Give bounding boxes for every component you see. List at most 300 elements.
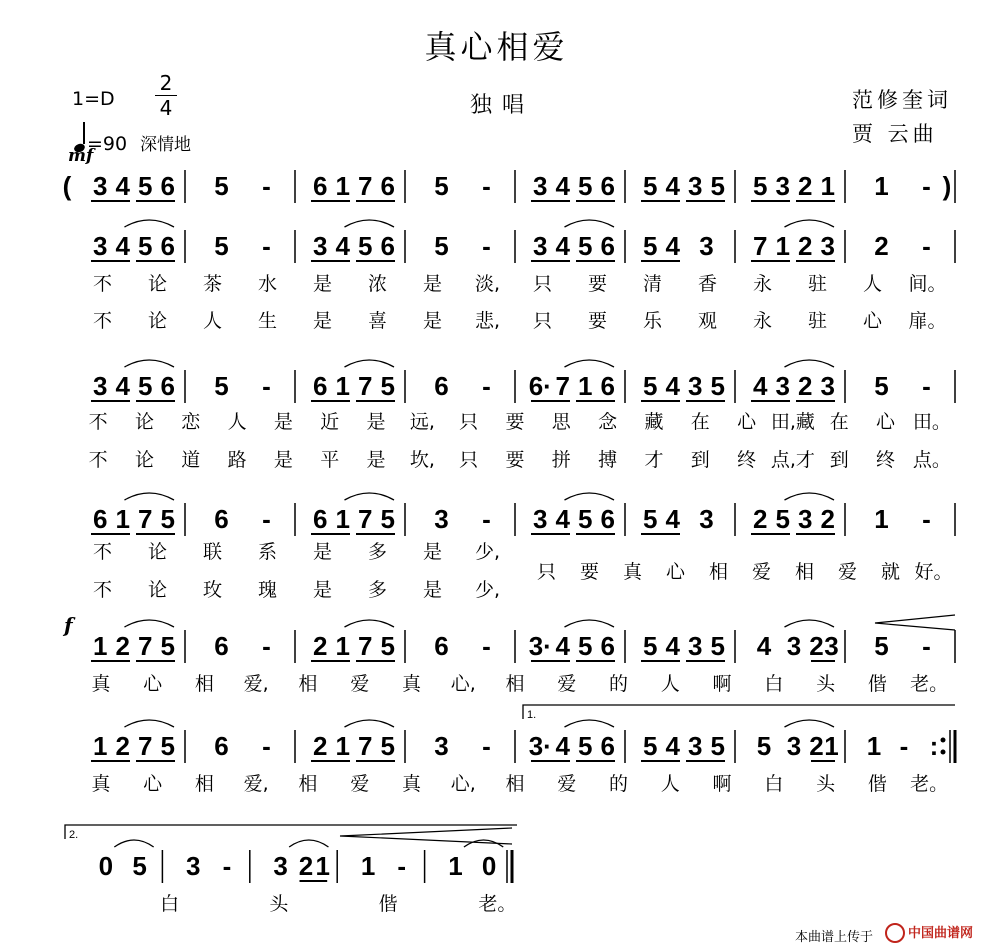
lyric-syllable: 相	[794, 561, 815, 583]
note: 5	[643, 631, 658, 661]
note: 1	[335, 371, 350, 401]
note: 6	[93, 504, 108, 534]
note: 5	[753, 171, 768, 201]
lyric-syllable: 好。	[914, 561, 953, 583]
note: 5	[643, 371, 658, 401]
note: 1	[775, 231, 790, 261]
dynamic-f: f	[64, 613, 73, 637]
lyricist-credit: 范修奎词	[852, 88, 952, 112]
lyric-syllable: 要	[579, 561, 600, 583]
lyric-syllable: 人	[202, 310, 223, 332]
lyric-syllable: 不	[92, 273, 113, 295]
note: 2	[115, 631, 130, 661]
note: 2	[874, 231, 889, 261]
lyric-syllable: 田。	[912, 411, 951, 433]
lyric-syllable: 淡,	[474, 273, 501, 295]
lyric-syllable: 人	[862, 273, 883, 295]
tempo-value: =90	[87, 133, 128, 155]
lyric-syllable: 清	[642, 273, 663, 295]
lyric-syllable: 玫	[202, 579, 223, 601]
note: 6	[214, 504, 229, 534]
volta-number: 1.	[527, 709, 537, 721]
site-logo[interactable]	[885, 922, 989, 944]
lyric-syllable: 要	[505, 411, 525, 433]
note: 5	[756, 731, 772, 761]
lyric-syllable: 爱	[837, 561, 858, 583]
lyric-syllable: 的	[609, 673, 629, 695]
slur-arc	[345, 360, 395, 367]
lyric-syllable: 系	[257, 541, 278, 563]
lyric-syllable: 在	[829, 411, 849, 433]
note: 6	[380, 231, 395, 261]
note: 2	[798, 231, 813, 261]
lyric-syllable: 到	[829, 449, 849, 471]
lyric-syllable: 论	[147, 310, 168, 332]
note: 7	[138, 631, 153, 661]
note: 4	[555, 631, 570, 661]
sustain-dash: -	[222, 851, 232, 881]
note: 1	[93, 731, 108, 761]
note: 3	[820, 371, 835, 401]
lyric-syllable: 相	[505, 773, 525, 795]
lyric-syllable: 真	[401, 773, 421, 795]
lyric-syllable: 悲,	[474, 310, 501, 332]
lyric-syllable: 心	[665, 561, 686, 583]
note: 6	[313, 504, 328, 534]
slur-arc	[125, 620, 175, 627]
note: 5	[380, 504, 395, 534]
lyric-syllable: 终	[737, 449, 757, 471]
note: 2	[820, 504, 835, 534]
lyric-syllable: 要	[587, 310, 608, 332]
lyric-syllable: 点。	[912, 449, 951, 471]
lyric-syllable: 不	[88, 411, 108, 433]
note: 4	[335, 231, 350, 261]
slur-arc	[345, 720, 395, 727]
note: 2	[313, 731, 328, 761]
note: 3	[434, 731, 449, 761]
note: 5	[160, 731, 175, 761]
note: 5	[643, 171, 658, 201]
lyric-syllable: 是	[312, 310, 333, 332]
lyric-syllable: 只	[532, 273, 553, 295]
sustain-dash: -	[262, 731, 271, 761]
note: 0	[98, 851, 114, 881]
slur-arc	[125, 220, 175, 227]
note: 3	[775, 171, 790, 201]
lyric-syllable: 是	[422, 310, 443, 332]
note: 0	[481, 851, 497, 881]
note: 1	[360, 851, 376, 881]
note: 1	[335, 731, 350, 761]
lyric-syllable: 相	[298, 673, 318, 695]
note: 1	[874, 171, 889, 201]
note: 3	[786, 631, 802, 661]
sustain-dash: -	[482, 171, 491, 201]
sustain-dash: -	[262, 631, 271, 661]
dynamic-mf: mf	[68, 146, 94, 166]
lyric-syllable: 只	[459, 449, 479, 471]
lyric-syllable: 远,	[409, 411, 435, 433]
slur-arc	[289, 840, 328, 847]
lyric-syllable: 相	[708, 561, 729, 583]
lyric-syllable: 点,才	[770, 449, 815, 471]
repeat-dot	[941, 750, 946, 755]
lyric-syllable: 终	[876, 449, 896, 471]
note: 2	[115, 731, 130, 761]
lyric-syllable: 藏	[644, 411, 664, 433]
lyric-syllable: 是	[422, 273, 443, 295]
note: 4	[555, 504, 570, 534]
slur-arc	[785, 493, 835, 500]
volta-number: 2.	[69, 829, 79, 841]
sustain-dash: -	[262, 504, 271, 534]
lyric-syllable: 偕	[867, 773, 887, 795]
note: 6	[600, 171, 615, 201]
lyric-syllable: 是	[422, 541, 443, 563]
volta-bracket	[65, 825, 517, 839]
note: 3	[824, 631, 839, 661]
lyric-syllable: 间。	[908, 273, 947, 295]
sustain-dash: -	[397, 851, 407, 881]
slur-arc	[785, 720, 835, 727]
lyric-syllable: 人	[660, 773, 680, 795]
note: 1	[578, 371, 593, 401]
note: 6	[160, 371, 175, 401]
lyric-syllable: 只	[459, 411, 479, 433]
slur-arc	[345, 220, 395, 227]
slur-arc	[345, 620, 395, 627]
note: 6	[434, 631, 449, 661]
note: 5	[578, 231, 593, 261]
lyric-syllable: 要	[505, 449, 525, 471]
lyric-syllable: 是	[366, 449, 386, 471]
lyric-syllable: 的	[609, 773, 629, 795]
lyric-syllable: 只	[536, 561, 557, 583]
expression-marking: 深情地	[140, 135, 191, 155]
lyric-syllable: 香	[697, 273, 718, 295]
note: 5	[380, 371, 395, 401]
lyric-syllable: 偕	[378, 893, 398, 915]
note: 4	[665, 731, 680, 761]
key-signature: 1=D	[72, 88, 115, 110]
note: 6	[160, 231, 175, 261]
note: 4	[555, 231, 570, 261]
note: 7	[358, 171, 373, 201]
lyric-syllable: 是	[422, 579, 443, 601]
note: 5	[214, 371, 229, 401]
note: 4	[115, 171, 130, 201]
repeat-dot	[941, 738, 946, 743]
lyric-syllable: 头	[816, 673, 836, 695]
note: 6	[600, 231, 615, 261]
lyric-syllable: 白	[764, 673, 784, 695]
site-name: 中国曲谱网	[908, 926, 974, 941]
lyric-syllable: 人	[227, 411, 247, 433]
lyric-syllable: 偕	[867, 673, 887, 695]
note: 3	[688, 171, 703, 201]
note: 5	[160, 504, 175, 534]
lyric-syllable: 只	[532, 310, 553, 332]
note: 7	[138, 731, 153, 761]
note: 4	[555, 171, 570, 201]
note: 3	[533, 504, 548, 534]
volta-bracket	[523, 705, 955, 719]
sustain-dash: -	[482, 231, 491, 261]
note: 2	[798, 171, 813, 201]
note: 6	[313, 171, 328, 201]
note: 1	[448, 851, 463, 881]
lyric-syllable: 就	[880, 561, 901, 583]
note: 3	[688, 371, 703, 401]
lyric-syllable: 啊	[712, 673, 732, 695]
note: 6	[214, 731, 229, 761]
note: 5	[138, 231, 153, 261]
note: 6·	[528, 371, 552, 401]
lyric-syllable: 不	[92, 579, 113, 601]
note: 3	[798, 504, 813, 534]
note: 2	[798, 371, 813, 401]
note: 7	[358, 731, 373, 761]
note: 5	[138, 171, 153, 201]
note: 1	[335, 631, 350, 661]
note: 5	[358, 231, 373, 261]
note: 5	[380, 731, 395, 761]
lyric-syllable: 相	[194, 673, 214, 695]
note: 3	[786, 731, 802, 761]
lyric-syllable: 到	[690, 449, 710, 471]
lyric-syllable: 心	[737, 411, 757, 433]
note: 3	[186, 851, 201, 881]
note: 1	[93, 631, 108, 661]
note: 2	[809, 731, 824, 761]
note: :	[929, 731, 939, 761]
note: 1	[824, 731, 839, 761]
lyric-syllable: 人	[660, 673, 680, 695]
slur-arc	[565, 360, 615, 367]
note: 3	[434, 504, 449, 534]
lyric-syllable: 相	[298, 773, 318, 795]
note: 6	[600, 371, 615, 401]
note: 5	[775, 504, 790, 534]
lyric-syllable: 驻	[807, 273, 828, 295]
sustain-dash: -	[922, 231, 931, 261]
note: 5	[578, 731, 593, 761]
note: 4	[555, 731, 570, 761]
note: 4	[115, 231, 130, 261]
sustain-dash: -	[482, 631, 491, 661]
lyric-syllable: 真	[91, 773, 111, 795]
note: 7	[358, 631, 373, 661]
sustain-dash: -	[922, 171, 931, 201]
lyric-syllable: 观	[697, 310, 718, 332]
note: 5	[643, 731, 658, 761]
sustain-dash: -	[922, 371, 931, 401]
lyric-syllable: 少,	[474, 541, 501, 563]
lyric-syllable: 白	[160, 893, 180, 915]
sustain-dash: -	[262, 231, 271, 261]
note: 1	[115, 504, 130, 534]
lyric-syllable: 心	[143, 773, 163, 795]
note: 3	[699, 231, 714, 261]
note: 7	[358, 504, 373, 534]
note: 1	[866, 731, 882, 761]
note: 4	[665, 371, 680, 401]
note: 4	[756, 631, 772, 661]
lyric-syllable: 是	[312, 579, 333, 601]
lyric-syllable: 是	[312, 541, 333, 563]
lyric-syllable: 心	[862, 310, 883, 332]
note: 6	[313, 371, 328, 401]
note: 6	[600, 504, 615, 534]
note: 3	[533, 231, 548, 261]
lyric-syllable: 论	[147, 541, 168, 563]
hairpin-decrescendo	[875, 615, 955, 630]
slur-arc	[565, 220, 615, 227]
note: 5	[434, 171, 449, 201]
slur-arc	[785, 360, 835, 367]
sustain-dash: -	[262, 171, 271, 201]
lyric-syllable: 才	[644, 449, 664, 471]
lyric-syllable: 论	[147, 273, 168, 295]
lyric-syllable: 论	[134, 449, 154, 471]
note: 2	[298, 851, 314, 881]
lyric-syllable: 道	[181, 449, 201, 471]
note: 1	[315, 851, 331, 881]
lyric-syllable: 念	[598, 411, 618, 433]
note: 4	[665, 171, 680, 201]
note: 5	[214, 231, 229, 261]
note: 7	[555, 371, 570, 401]
note: 3·	[528, 731, 552, 761]
lyric-syllable: 是	[273, 449, 293, 471]
meter-top: 2	[159, 71, 173, 95]
open-paren: (	[62, 171, 72, 201]
sustain-dash: -	[899, 731, 909, 761]
note: 3	[699, 504, 714, 534]
note: 1	[335, 171, 350, 201]
lyric-syllable: 在	[690, 411, 710, 433]
note: 5	[138, 371, 153, 401]
lyric-syllable: 爱	[557, 673, 577, 695]
lyric-syllable: 多	[367, 579, 388, 601]
note: 5	[710, 731, 725, 761]
note: 6	[380, 171, 395, 201]
sustain-dash: -	[262, 371, 271, 401]
note: 7	[358, 371, 373, 401]
note: 3	[273, 851, 288, 881]
lyric-syllable: 少,	[474, 579, 501, 601]
lyric-syllable: 乐	[642, 310, 663, 332]
lyric-syllable: 心,	[450, 773, 476, 795]
lyric-syllable: 恋	[181, 411, 201, 433]
note: 6	[600, 631, 615, 661]
lyric-syllable: 不	[88, 449, 108, 471]
lyric-syllable: 爱,	[243, 773, 269, 795]
lyric-syllable: 水	[257, 273, 278, 295]
lyric-syllable: 爱	[350, 773, 370, 795]
lyric-syllable: 驻	[807, 310, 828, 332]
lyric-syllable: 心,	[450, 673, 476, 695]
note: 5	[643, 231, 658, 261]
lyric-syllable: 头	[269, 893, 289, 915]
note: 3	[775, 371, 790, 401]
hairpin-decrescendo	[340, 828, 512, 844]
sustain-dash: -	[922, 504, 931, 534]
lyric-syllable: 真	[401, 673, 421, 695]
note: 2	[809, 631, 824, 661]
lyric-syllable: 老。	[910, 773, 949, 795]
note: 5	[874, 371, 889, 401]
lyric-syllable: 田,藏	[770, 411, 815, 433]
slur-arc	[565, 620, 615, 627]
lyric-syllable: 头	[816, 773, 836, 795]
sustain-dash: -	[482, 731, 491, 761]
lyric-syllable: 不	[92, 541, 113, 563]
slur-arc	[125, 493, 175, 500]
slur-arc	[565, 493, 615, 500]
lyric-syllable: 平	[320, 449, 340, 471]
note: 5	[578, 504, 593, 534]
lyric-syllable: 心	[876, 411, 896, 433]
lyric-syllable: 真	[622, 561, 643, 583]
lyric-syllable: 搏	[598, 449, 618, 471]
lyric-syllable: 是	[273, 411, 293, 433]
note: 1	[820, 171, 835, 201]
lyric-syllable: 相	[505, 673, 525, 695]
lyric-syllable: 拼	[551, 449, 571, 471]
lyric-syllable: 爱,	[243, 673, 269, 695]
lyric-syllable: 瑰	[257, 579, 278, 601]
note: 5	[643, 504, 658, 534]
note: 2	[313, 631, 328, 661]
note: 5	[214, 171, 229, 201]
slur-arc	[345, 493, 395, 500]
lyric-syllable: 扉。	[908, 310, 947, 332]
note: 3	[93, 171, 108, 201]
lyric-syllable: 爱	[751, 561, 772, 583]
lyric-syllable: 近	[320, 411, 340, 433]
note: 4	[665, 631, 680, 661]
note: 2	[753, 504, 768, 534]
lyric-syllable: 老。	[478, 893, 517, 915]
note: 4	[665, 504, 680, 534]
note: 7	[138, 504, 153, 534]
lyric-syllable: 啊	[712, 773, 732, 795]
lyric-syllable: 永	[752, 273, 773, 295]
sustain-dash: -	[922, 631, 931, 661]
note: 5	[132, 851, 147, 881]
composer-credit: 贾 云曲	[852, 122, 938, 146]
note: 5	[434, 231, 449, 261]
lyric-syllable: 联	[202, 541, 223, 563]
lyric-syllable: 爱	[350, 673, 370, 695]
note: 5	[160, 631, 175, 661]
note: 3	[688, 731, 703, 761]
note: 3	[93, 371, 108, 401]
slur-arc	[125, 360, 175, 367]
note: 3·	[528, 631, 552, 661]
note: 5	[578, 631, 593, 661]
sustain-dash: -	[482, 504, 491, 534]
note: 1	[874, 504, 889, 534]
lyric-syllable: 老。	[910, 673, 949, 695]
meter-bottom: 4	[159, 96, 173, 120]
lyric-syllable: 坎,	[409, 449, 435, 471]
lyric-syllable: 不	[92, 310, 113, 332]
upload-note: 本曲谱上传于	[795, 930, 874, 945]
lyric-syllable: 要	[587, 273, 608, 295]
